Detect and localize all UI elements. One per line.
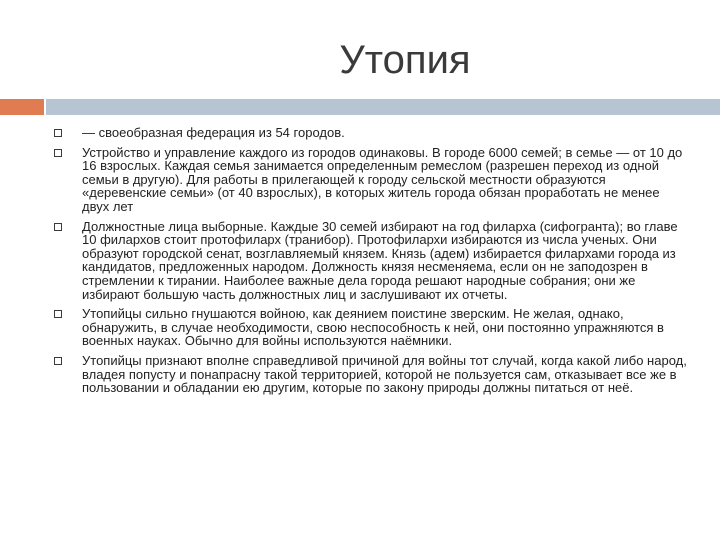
bullet-text-2: Устройство и управление каждого из городов одинаковы. В городе 6000 семей; в семье — от 10 до 16 взрослых. Каждая семья занимается определенным ремеслом (разрешен переход из одной семьи в другую). Для работы в прилегающей к городу сельской местности образуются «деревенские семьи» (от 40 взрослых), в которых житель города обязан проработать не менее двух лет — [82, 144, 683, 214]
square-bullet-icon — [54, 223, 62, 231]
square-bullet-icon — [54, 310, 62, 318]
slide-title: Утопия — [339, 38, 471, 82]
bullet-text-3: Должностные лица выборные. Каждые 30 семей избирают на год филарха (сифогранта); во главе 10 филархов стоит протофиларх (транибор). Протофилархи избираются из числа ученых. Они образуют городской сенат, возглавляемый князем. Князь (адем) избирается филархами города из кандидатов, предложенных народом. Должность князя несменяема, если он не заподозрен в стремлении к тирании. Наиболее важные дела города решают народные собрания; они же избирают большую часть должностных лиц и заслушивают их отчеты. — [82, 218, 678, 302]
square-bullet-icon — [54, 149, 62, 157]
bullet-item-3 — [50, 220, 690, 302]
bullet-item-2 — [50, 146, 690, 214]
bullet-text-1: — своеобразная федерация из 54 городов. — [82, 125, 345, 140]
bullet-item-5 — [50, 354, 690, 395]
square-bullet-icon — [54, 357, 62, 365]
title-divider-bar — [46, 99, 720, 115]
bullet-text-4: Утопийцы сильно гнушаются войною, как деянием поистине зверским. Не желая, однако, обнаружить, в случае необходимости, свою неспособность к ней, они постоянно упражняются в военных науках. Обычно для войны используются наёмники. — [82, 306, 664, 349]
bullet-text-5: Утопийцы признают вполне справедливой причиной для войны тот случай, когда какой либо народ, владея попусту и понапрасну такой территорией, которой не пользуется сам, отказывает все же в пользовании и обладании ею другим, которые по закону природы должны питаться от неё. — [82, 352, 687, 396]
square-bullet-icon — [54, 129, 62, 137]
bullet-item-1 — [50, 126, 690, 140]
bullet-item-4 — [50, 307, 690, 348]
bullet-list — [50, 126, 690, 401]
title-accent-bar — [0, 99, 44, 115]
